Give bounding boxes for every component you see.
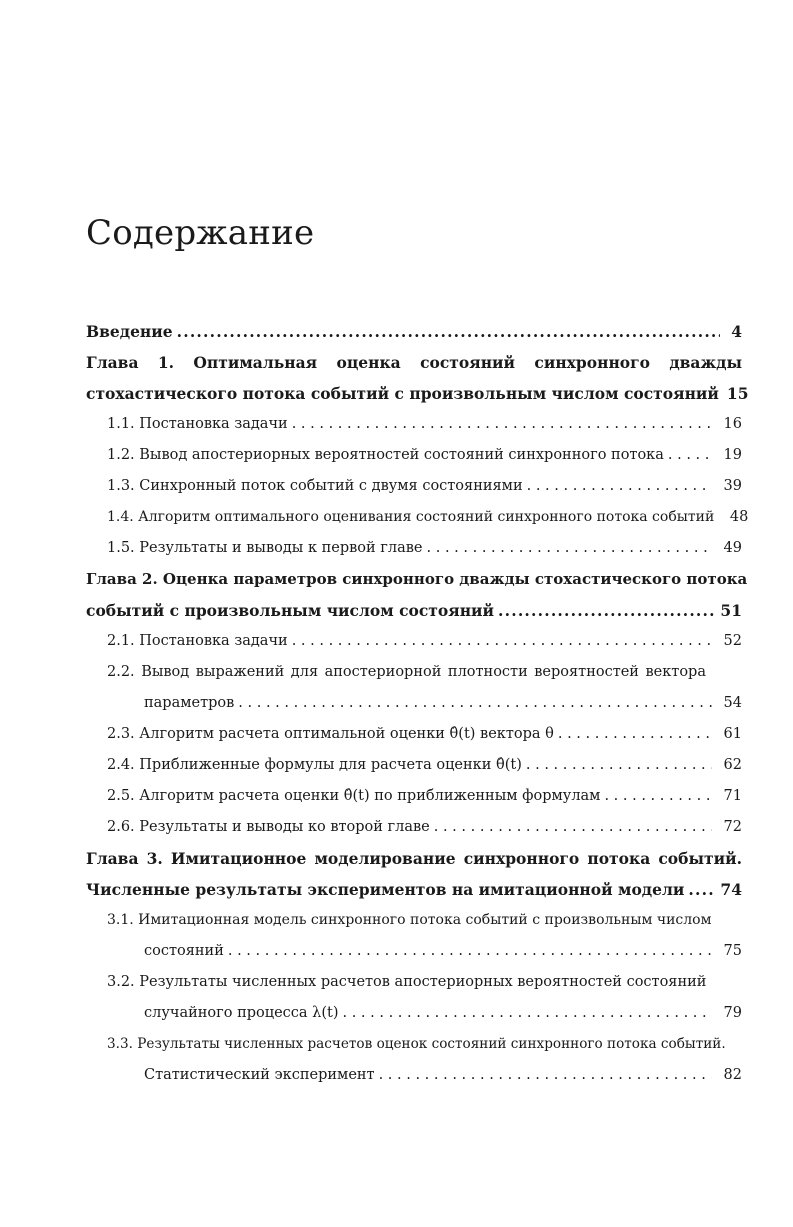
toc-section-1-3[interactable]: [86, 471, 742, 502]
toc-page: 75: [723, 943, 742, 959]
toc-page: 72: [723, 819, 742, 835]
toc-label: Введение: [86, 322, 173, 341]
toc-label: 3.1. Имитационная модель синхронного потока событий с произвольным числом: [107, 912, 712, 928]
dot-leader: [292, 626, 712, 657]
toc-page: 74: [720, 880, 742, 899]
dot-leader: [558, 719, 712, 750]
toc-section-2-4[interactable]: [86, 750, 742, 781]
toc-label: параметров: [144, 695, 235, 711]
dot-leader: [238, 688, 712, 719]
toc-section-3-3-cont[interactable]: [86, 1060, 742, 1091]
toc-page: 82: [723, 1067, 742, 1083]
toc-chapter-1-title-cont[interactable]: [86, 378, 749, 409]
toc-label: Глава 3. Имитационное моделирование синхронного потока событий.: [86, 849, 742, 868]
toc-page: 71: [723, 788, 742, 804]
toc-section-2-1[interactable]: [86, 626, 742, 657]
toc-page: 79: [723, 1005, 742, 1021]
toc-label: 2.2. Вывод выражений для апостериорной плотности вероятностей вектора: [107, 664, 706, 680]
toc-label: 1.1. Постановка задачи: [107, 416, 288, 432]
toc-page: 52: [723, 633, 742, 649]
dot-leader: [379, 1060, 712, 1091]
toc-section-2-3[interactable]: [86, 719, 742, 750]
toc-section-3-2[interactable]: [86, 967, 742, 998]
toc-page: 49: [723, 540, 742, 556]
dot-leader: [434, 812, 712, 843]
dot-leader: [343, 998, 713, 1029]
toc-entry-intro[interactable]: [86, 316, 742, 347]
dot-leader: [177, 316, 720, 347]
toc-label: событий с произвольным числом состояний: [86, 601, 495, 620]
dot-leader: [526, 750, 712, 781]
toc-chapter-3-title-cont[interactable]: [86, 874, 742, 905]
toc-label: 1.3. Синхронный поток событий с двумя состояниями: [107, 478, 523, 494]
toc-label: Статистический эксперимент: [144, 1067, 375, 1083]
dot-leader: [498, 595, 716, 626]
toc-section-1-5[interactable]: [86, 533, 742, 564]
dot-leader: [427, 533, 712, 564]
toc-page: 54: [723, 695, 742, 711]
toc-page: 4: [731, 322, 742, 341]
toc-section-3-2-cont[interactable]: [86, 998, 742, 1029]
toc-page: 39: [723, 478, 742, 494]
toc-label: 3.2. Результаты численных расчетов апостериорных вероятностей состояний: [107, 974, 707, 990]
toc-label: состояний: [144, 943, 224, 959]
toc-label: 1.5. Результаты и выводы к первой главе: [107, 540, 423, 556]
table-of-contents: [86, 316, 749, 1091]
toc-label: стохастического потока событий с произвольным числом состояний: [86, 384, 719, 403]
toc-label: 2.1. Постановка задачи: [107, 633, 288, 649]
dot-leader: [527, 471, 712, 502]
toc-section-1-4[interactable]: [86, 502, 749, 533]
toc-label: случайного процесса λ(t): [144, 1005, 339, 1021]
toc-label: 1.4. Алгоритм оптимального оценивания состояний синхронного потока событий: [107, 509, 715, 525]
toc-chapter-1-title[interactable]: [86, 347, 742, 378]
toc-section-2-6[interactable]: [86, 812, 742, 843]
toc-chapter-3-title[interactable]: [86, 843, 742, 874]
toc-label: 3.3. Результаты численных расчетов оценок состояний синхронного потока событий.: [107, 1036, 726, 1052]
toc-page: 15: [726, 384, 749, 403]
page-title: Содержание: [86, 213, 315, 253]
toc-label: Глава 1. Оптимальная оценка состояний синхронного дважды: [86, 353, 742, 372]
toc-section-2-5[interactable]: [86, 781, 742, 812]
toc-label: Глава 2. Оценка параметров синхронного дважды стохастического потока: [86, 570, 748, 588]
toc-chapter-2-title-cont[interactable]: [86, 595, 742, 626]
toc-section-1-2[interactable]: [86, 440, 742, 471]
toc-label: 2.6. Результаты и выводы ко второй главе: [107, 819, 430, 835]
dot-leader: [228, 936, 712, 967]
dot-leader: [668, 440, 712, 471]
toc-page: 16: [723, 416, 742, 432]
toc-page: 62: [723, 757, 742, 773]
toc-page: 48: [729, 509, 749, 525]
dot-leader: [604, 781, 712, 812]
toc-page: 19: [723, 447, 742, 463]
toc-label: 2.3. Алгоритм расчета оптимальной оценки θ̂(t) вектора θ: [107, 726, 554, 742]
toc-section-3-3[interactable]: [86, 1029, 742, 1060]
toc-page: 61: [723, 726, 742, 742]
toc-section-3-1[interactable]: [86, 905, 742, 936]
toc-section-3-1-cont[interactable]: [86, 936, 742, 967]
toc-label: 1.2. Вывод апостериорных вероятностей состояний синхронного потока: [107, 447, 664, 463]
toc-chapter-2-title[interactable]: [86, 564, 748, 595]
toc-label: 2.5. Алгоритм расчета оценки θ̂(t) по приближенным формулам: [107, 788, 601, 804]
toc-page: 51: [720, 601, 742, 620]
toc-label: Численные результаты экспериментов на имитационной модели: [86, 880, 685, 899]
toc-section-2-2-cont[interactable]: [86, 688, 742, 719]
toc-section-1-1[interactable]: [86, 409, 742, 440]
toc-label: 2.4. Приближенные формулы для расчета оценки θ̂(t): [107, 757, 522, 773]
toc-section-2-2[interactable]: [86, 657, 742, 688]
dot-leader: [292, 409, 712, 440]
dot-leader: [688, 874, 716, 905]
